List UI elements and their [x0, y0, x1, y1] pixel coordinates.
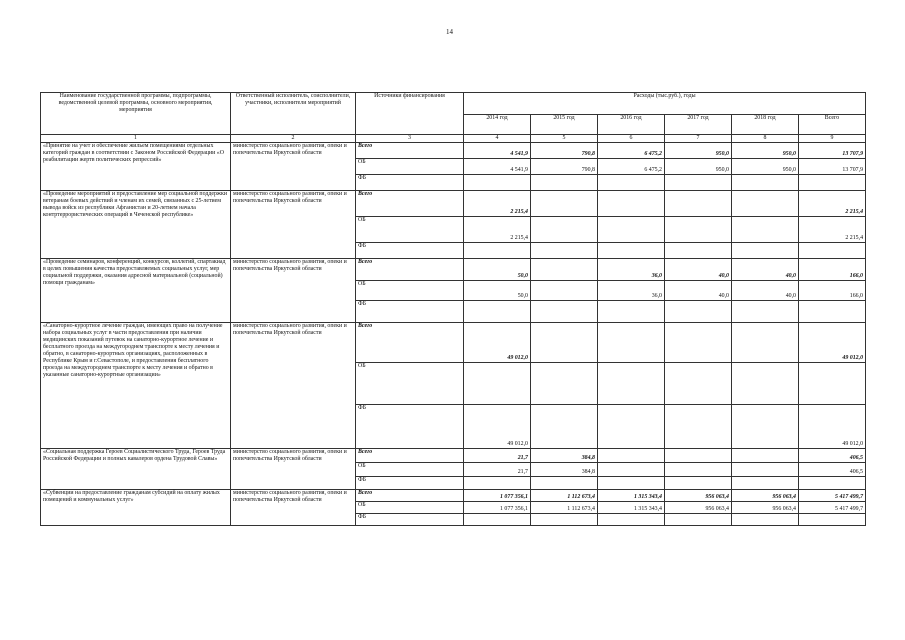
header-year: 2017 год	[665, 115, 732, 135]
source-ob-label: ОБ	[356, 463, 464, 477]
value-cell	[598, 191, 665, 217]
value-cell	[531, 281, 598, 301]
source-ob-label: ОБ	[356, 217, 464, 243]
value-cell	[531, 405, 598, 449]
value-cell: 13 707,9	[799, 143, 866, 159]
source-total-label: Всего	[356, 449, 464, 463]
value-cell: 49 012,0	[464, 405, 531, 449]
value-cell: 2 215,4	[799, 217, 866, 243]
column-number: 5	[531, 135, 598, 143]
source-ob-label: ОБ	[356, 363, 464, 405]
row-description: «Проведение мероприятий и предоставление мер социальной поддержки ветеранам боевых действий и членам их семей, связанных с 25-летием вывода войск из республики Афганистан и 20-летием начала контртеррористических операций в Чеченской республике»	[41, 191, 231, 259]
value-cell: 1 315 343,4	[598, 490, 665, 502]
value-cell: 5 417 499,7	[799, 490, 866, 502]
value-cell	[598, 405, 665, 449]
source-fb-label: ФБ	[356, 175, 464, 191]
header-year: 2015 год	[531, 115, 598, 135]
value-cell: 1 112 673,4	[531, 490, 598, 502]
value-cell	[598, 449, 665, 463]
value-cell: 40,0	[665, 281, 732, 301]
row-description: «Проведение семинаров, конференций, конкурсов, коллегий, спартакиад в целях повышения качества предоставляемых социальных услуг, мер социальной поддержки, оказания адресной материальной (социальной) помощи гражданам»	[41, 259, 231, 323]
value-cell: 790,8	[531, 143, 598, 159]
value-cell: 1 077 356,1	[464, 490, 531, 502]
column-number: 9	[799, 135, 866, 143]
value-cell	[665, 405, 732, 449]
value-cell	[732, 449, 799, 463]
column-number: 6	[598, 135, 665, 143]
value-cell: 166,0	[799, 281, 866, 301]
row-description: «Принятие на учет и обеспечение жильем помещениями отдельных категорий граждан в соответствии с Законом Российской Федерации «О реабилитации жертв политических репрессий»	[41, 143, 231, 191]
row-executor: министерство социального развития, опеки и попечительства Иркутской области	[231, 323, 356, 449]
value-cell: 956 063,4	[665, 490, 732, 502]
value-cell: 2 215,4	[464, 191, 531, 217]
header-year: 2018 год	[732, 115, 799, 135]
row-executor: министерство социального развития, опеки и попечительства Иркутской области	[231, 259, 356, 323]
value-cell: 2 215,4	[799, 191, 866, 217]
value-cell: 166,0	[799, 259, 866, 281]
source-ob-label: ОБ	[356, 281, 464, 301]
header-year: 2016 год	[598, 115, 665, 135]
value-cell: 40,0	[732, 281, 799, 301]
row-description: «Санаторно-курортное лечение граждан, имеющих право на получение набора социальных услуг в части предоставления при наличии медицинских показаний путевок на санаторно-курортное лечение и бесплатного проезда на междугороднем транспорте к месту лечения и обратно, в санаторно-курортных организациях, расположенных в Республике Крым и г.Севастополе, и предоставления бесплатного проезда на междугороднем транспорте к месту лечения и обратно в указанные санаторно-курортные организации»	[41, 323, 231, 449]
row-description: «Социальная поддержка Героев Социалистического Труда, Героев Труда Российской Федерации и полных кавалеров ордена Трудовой Славы»	[41, 449, 231, 490]
value-cell: 6 475,2	[598, 159, 665, 175]
header-col-name: Наименование государственной программы, подпрограммы, ведомственной целевой программы, основного мероприятия, мероприятия	[41, 93, 231, 135]
page-number: 14	[446, 28, 453, 36]
value-cell	[598, 463, 665, 477]
source-ob-label: ОБ	[356, 159, 464, 175]
value-cell: 4 541,9	[464, 159, 531, 175]
value-cell: 956 063,4	[665, 502, 732, 514]
value-cell: 13 707,9	[799, 159, 866, 175]
value-cell	[732, 191, 799, 217]
source-fb-label: ФБ	[356, 301, 464, 323]
value-cell: 50,0	[464, 259, 531, 281]
column-number: 7	[665, 135, 732, 143]
value-cell: 40,0	[732, 259, 799, 281]
row-description: «Субвенции на предоставление гражданам субсидий на оплату жилых помещений и коммунальных услуг»	[41, 490, 231, 526]
source-ob-label: ОБ	[356, 502, 464, 514]
value-cell: 950,0	[665, 143, 732, 159]
value-cell	[665, 323, 732, 363]
header-year: 2014 год	[464, 115, 531, 135]
header-expenses: Расходы (тыс.руб.), годы	[464, 93, 866, 115]
value-cell: 5 417 499,7	[799, 502, 866, 514]
value-cell: 49 012,0	[464, 323, 531, 363]
value-cell: 950,0	[732, 159, 799, 175]
value-cell: 21,7	[464, 463, 531, 477]
value-cell	[531, 217, 598, 243]
value-cell: 384,8	[531, 463, 598, 477]
value-cell: 21,7	[464, 449, 531, 463]
value-cell: 790,8	[531, 159, 598, 175]
value-cell: 406,5	[799, 463, 866, 477]
value-cell	[598, 217, 665, 243]
source-total-label: Всего	[356, 143, 464, 159]
source-total-label: Всего	[356, 323, 464, 363]
value-cell	[732, 323, 799, 363]
header-col-executor: Ответственный исполнитель, соисполнители, участники, исполнители мероприятий	[231, 93, 356, 135]
value-cell: 50,0	[464, 281, 531, 301]
source-fb-label: ФБ	[356, 477, 464, 490]
value-cell	[531, 323, 598, 363]
value-cell: 406,5	[799, 449, 866, 463]
value-cell: 384,8	[531, 449, 598, 463]
column-number: 2	[231, 135, 356, 143]
column-number: 8	[732, 135, 799, 143]
value-cell: 2 215,4	[464, 217, 531, 243]
value-cell: 49 012,0	[799, 323, 866, 363]
value-cell	[665, 217, 732, 243]
column-number: 1	[41, 135, 231, 143]
value-cell	[665, 449, 732, 463]
value-cell	[531, 259, 598, 281]
value-cell: 4 541,9	[464, 143, 531, 159]
source-total-label: Всего	[356, 259, 464, 281]
value-cell: 1 077 356,1	[464, 502, 531, 514]
source-fb-label: ФБ	[356, 405, 464, 449]
value-cell	[598, 323, 665, 363]
value-cell: 40,0	[665, 259, 732, 281]
value-cell: 950,0	[732, 143, 799, 159]
value-cell: 1 112 673,4	[531, 502, 598, 514]
row-executor: министерство социального развития, опеки и попечительства Иркутской области	[231, 191, 356, 259]
value-cell	[665, 463, 732, 477]
header-year-total: Всего	[799, 115, 866, 135]
header-col-source: Источники финансирования	[356, 93, 464, 135]
value-cell: 36,0	[598, 281, 665, 301]
source-total-label: Всего	[356, 490, 464, 502]
value-cell	[531, 191, 598, 217]
source-fb-label: ФБ	[356, 514, 464, 526]
value-cell: 6 475,2	[598, 143, 665, 159]
source-fb-label: ФБ	[356, 243, 464, 259]
value-cell: 49 012,0	[799, 405, 866, 449]
value-cell: 956 063,4	[732, 490, 799, 502]
value-cell	[732, 463, 799, 477]
source-total-label: Всего	[356, 191, 464, 217]
column-number: 4	[464, 135, 531, 143]
row-executor: министерство социального развития, опеки и попечительства Иркутской области	[231, 449, 356, 490]
value-cell	[665, 191, 732, 217]
value-cell	[732, 217, 799, 243]
expenses-table	[40, 92, 866, 526]
value-cell: 36,0	[598, 259, 665, 281]
row-executor: министерство социального развития, опеки и попечительства Иркутской области	[231, 143, 356, 191]
row-executor: министерство социального развития, опеки и попечительства Иркутской области	[231, 490, 356, 526]
value-cell	[732, 405, 799, 449]
column-number: 3	[356, 135, 464, 143]
value-cell: 1 315 343,4	[598, 502, 665, 514]
value-cell: 956 063,4	[732, 502, 799, 514]
value-cell: 950,0	[665, 159, 732, 175]
